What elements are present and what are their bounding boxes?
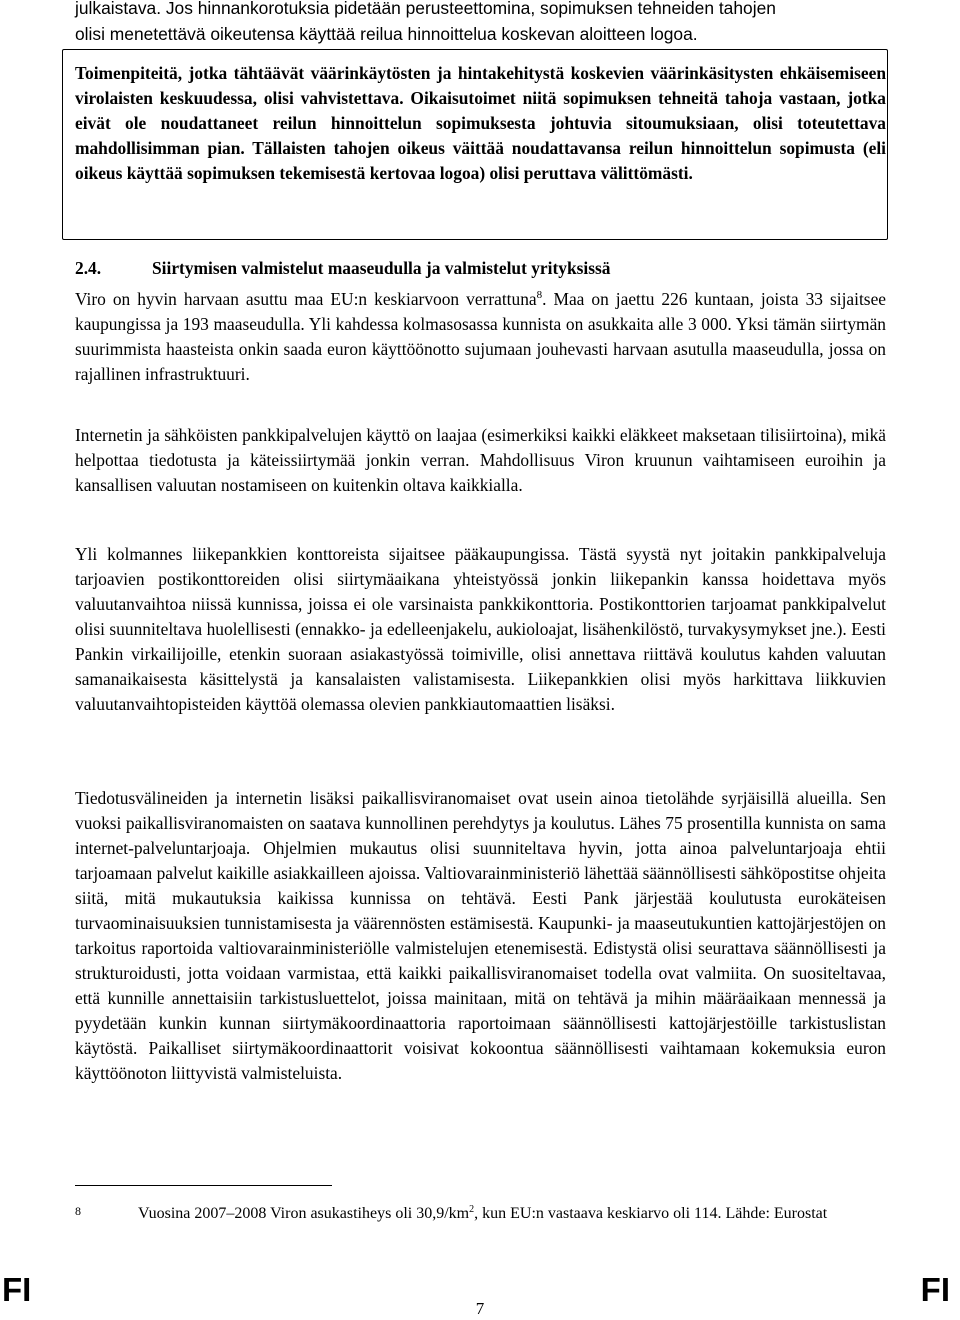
section-heading (75, 256, 886, 280)
section-number: 2.4. (75, 258, 102, 278)
footnote-number: 8 (75, 1204, 81, 1218)
page-number: 7 (475, 1299, 485, 1318)
footnote-text-rest: , kun EU:n vastaava keskiarvo oli 114. Lähde: Eurostat (474, 1205, 828, 1222)
paragraph-1-start: Viro on hyvin harvaan asuttu maa EU:n keskiarvoon verrattuna (75, 289, 537, 309)
paragraph-1-rest: . Maa on jaettu 226 kuntaan, joista 33 sijaitsee kaupungissa ja 193 maaseudulla. Yli kahdessa kolmasosassa kunnista on asukkaita alle 3 000. Yksi tämän siirtymän suurimmista haasteista onkin saada euron käyttöönotto sujumaan jouhevasti harvaan asutulla maaseudulla, jossa on rajallinen infrastruktuuri. (75, 289, 887, 384)
section-title: Siirtymisen valmistelut maaseudulla ja valmistelut yrityksissä (152, 258, 611, 278)
language-code-right: FI (920, 1271, 950, 1308)
box-bold-text: Toimenpiteitä, jotka tähtäävät väärinkäytösten ja hintakehitystä koskevien väärinkäsitysten ehkäisemiseen virolaisten keskuudessa, olisi vahvistettava. Oikaisutoimet niitä sopimuksen tehneitä tahoja vastaan, jotka eivät ole noudattaneet reilun hinnoittelun sopimuksesta johtuvia sitoumuksiaan, olisi toteutettava mahdollisimman pian. Tällaisten tahojen oikeus väittää noudattavansa reilun hinnoittelun sopimusta (eli oikeus käyttää sopimuksen tekemisestä kertovaa logoa) olisi peruttava välittömästi. (75, 63, 886, 183)
paragraph-3: Yli kolmannes liikepankkien konttoreista sijaitsee pääkaupungissa. Tästä syystä nyt joitakin pankkipalveluja tarjoavien postikonttoreiden olisi siirtymäaikana yhteistyössä jonkin liikepankin kanssa hoidettava myös valuutanvaihtoa niissä kunnissa, joissa ei ole varsinaista pankkikonttoria. Postikonttorien tarjoamat pankkipalvelut olisi suunniteltava huolellisesti (ennakko- ja edelleenjakelu, aukioloajat, lisähenkilöstö, turvakysymykset jne.). Eesti Pankin virkailijoille, etenkin suoraan asiakastyössä toimiville, olisi annettava riittävä koulutus kahden valuutan samanaikaisesta käsittelystä ja kansalaisten valistamisesta. Liikepankkien olisi myös harkittava liikkuvien valuutanvaihtopisteiden käyttöä olemassa olevien pankkiautomaattien lisäksi. (75, 544, 886, 714)
footnote-text-start: Vuosina 2007–2008 Viron asukastiheys oli 30,9/km (138, 1205, 470, 1222)
footnote-superscript: 2 (469, 1204, 475, 1215)
box-text-line-2: olisi menetettävä oikeutensa käyttää reilua hinnoittelua koskevan aloitteen logoa. (75, 23, 698, 44)
language-code-left: FI (2, 1271, 32, 1308)
box-text-line-1: julkaistava. Jos hinnankorotuksia pidetään perusteettomina, sopimuksen tehneiden tahojen (75, 0, 776, 18)
footnote-separator (75, 1185, 332, 1186)
paragraph-2: Internetin ja sähköisten pankkipalvelujen käyttö on laajaa (esimerkiksi kaikki eläkkeet maksetaan tilisiirtoina), mikä helpottaa tiedotusta ja käteissiirtymää jonkin verran. Mahdollisuus Viron kruunun vaihtamiseen euroihin ja kansallisen valuutan nostamiseen on kuitenkin oltava kaikkialla. (75, 425, 886, 495)
paragraph-4: Tiedotusvälineiden ja internetin lisäksi paikallisviranomaiset ovat usein ainoa tietolähde syrjäisillä alueilla. Sen vuoksi paikallisviranomaisten on saatava kunnollinen perehdytys ja koulutus. Lähes 75 prosentilla kunnista on sama internet-palveluntarjoaja. Ohjelmien mukautus olisi suunniteltava hyvin, jotta ainoa palveluntarjoaja ehtii tarjoamaan palvelut kaikille asiakkailleen ajoissa. Valtiovarainministeriö lähettää säännöllisesti sähköpostitse ohjeita siitä, mitä mukautuksia kaikissa kunnissa on tehtävä. Eesti Pank järjestää koulutusta eurokäteisen turvaominaisuuksien tunnistamisesta ja väärennösten estämisestä. Kaupunki- ja maaseutukuntien kattojärjestöjen on tarkoitus raportoida valtiovarainministeriölle valmistelujen etenemisestä. Edistystä olisi seurattava säännöllisesti ja strukturoidusti, jotta voidaan varmistaa, että kaikki paikallisviranomaiset todella ovat valmiita. On suositeltavaa, että kunnille annettaisiin tarkistusluettelot, joissa mainitaan, mitä on tehtävä ja mihin määräaikaan mennessä ja pyydetään kunkin kunnan siirtymäkoordinaattoria raportoimaan säännöllisesti kattojärjestöille tarkistuslistan käytöstä. Paikalliset siirtymäkoordinaattorit voisivat kokoontua säännöllisesti vaihtamaan kokemuksia euron käyttöönoton liittyvistä valmisteluista. (75, 788, 887, 1083)
box-top-text (0, 0, 886, 47)
footnote-reference: 8 (536, 289, 543, 301)
paragraph-1 (75, 287, 886, 387)
footnote-text (138, 1202, 886, 1225)
